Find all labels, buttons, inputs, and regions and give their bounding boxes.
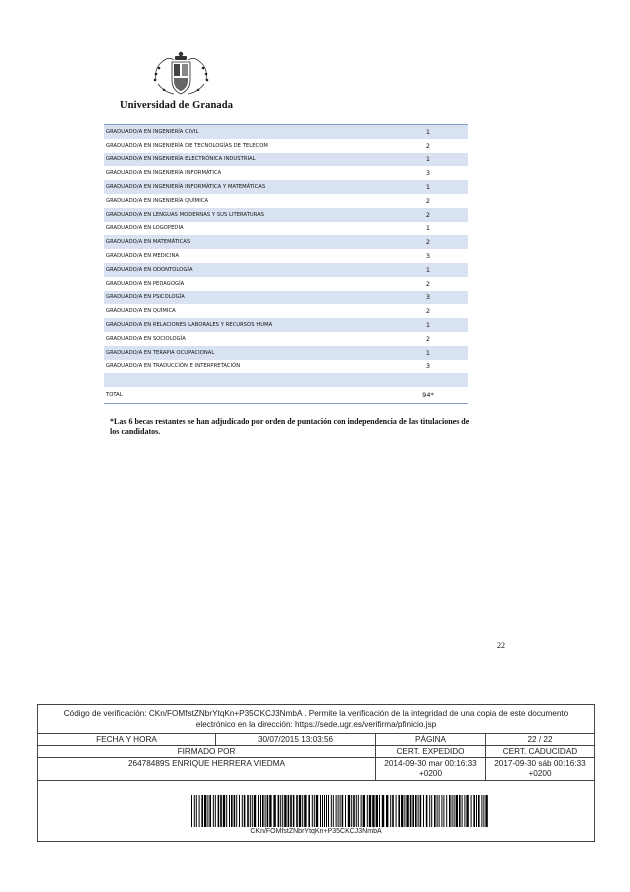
- barcode-bar: [466, 795, 468, 827]
- barcode-bar: [342, 795, 344, 827]
- pagina-value: 22 / 22: [527, 735, 553, 744]
- degree-name: GRADUADO/A EN MEDICINA: [104, 249, 388, 263]
- barcode-bar: [213, 795, 214, 827]
- barcode-bar: [265, 795, 266, 827]
- degree-count: 3: [388, 360, 468, 374]
- barcode-bar: [290, 795, 292, 827]
- degree-name: GRADUADO/A EN ODONTOLOGÍA: [104, 263, 388, 277]
- barcode-bar: [379, 795, 380, 827]
- table-row: [104, 318, 468, 332]
- table-row: [104, 346, 468, 360]
- barcode-bar: [345, 795, 346, 827]
- barcode-text: CKn/FOMfstZNbrYtqKn+P35CKCJ3NmbA: [250, 828, 382, 835]
- barcode-bar: [426, 795, 428, 827]
- degree-name: GRADUADO/A EN INGENIERÍA QUÍMICA: [104, 194, 388, 208]
- barcode-bar: [280, 795, 281, 827]
- barcode-bar: [439, 795, 440, 827]
- barcode-bar: [278, 795, 280, 827]
- barcode-bar: [288, 795, 290, 827]
- barcode-bar: [247, 795, 249, 827]
- barcode-bar: [234, 795, 236, 827]
- barcode-bar: [299, 795, 301, 827]
- degree-name: GRADUADO/A EN INGENIERÍA INFORMÁTICA Y MATEMÁTICAS: [104, 180, 388, 194]
- barcode-bar: [267, 795, 269, 827]
- caducidad-label: CERT. CADUCIDAD: [502, 747, 578, 756]
- barcode-bar: [348, 795, 350, 827]
- page-number: 22: [497, 641, 505, 650]
- barcode-bar: [252, 795, 253, 827]
- degree-name: GRADUADO/A EN PEDAGOGÍA: [104, 277, 388, 291]
- barcode-bar: [191, 795, 192, 827]
- barcode-bar: [356, 795, 357, 827]
- barcode-bar: [333, 795, 334, 827]
- barcode-bar: [236, 795, 237, 827]
- barcode-bar: [420, 795, 422, 827]
- barcode-bar: [390, 795, 391, 827]
- barcode-bar: [231, 795, 233, 827]
- degree-count: 1: [388, 346, 468, 360]
- degree-name: GRADUADO/A EN INGENIERÍA ELECTRÓNICA INDUSTRIAL: [104, 153, 388, 167]
- degree-count: 3: [388, 291, 468, 305]
- barcode-bar: [443, 795, 444, 827]
- barcode-bar: [429, 795, 430, 827]
- degree-count: 1: [388, 153, 468, 167]
- degree-name: GRADUADO/A EN INGENIERÍA INFORMÁTICA: [104, 166, 388, 180]
- barcode-bar: [218, 795, 220, 827]
- table-row: [104, 166, 468, 180]
- barcode-bar: [194, 795, 195, 827]
- barcode-bar: [320, 795, 321, 827]
- barcode-bar: [376, 795, 378, 827]
- degree-name: GRADUADO/A EN SOCIOLOGÍA: [104, 332, 388, 346]
- barcode-bar: [196, 795, 197, 827]
- degree-name: GRADUADO/A EN TERAPIA OCUPACIONAL: [104, 346, 388, 360]
- barcode-bar: [396, 795, 397, 827]
- degree-count: 2: [388, 139, 468, 153]
- degree-count: 1: [388, 180, 468, 194]
- verification-row: [38, 705, 594, 734]
- pagina-label: PÁGINA: [376, 734, 486, 745]
- barcode-row: [38, 781, 594, 841]
- table-row: [104, 235, 468, 249]
- barcode-bar: [410, 795, 412, 827]
- barcode-bar: [226, 795, 227, 827]
- barcode-bar: [481, 795, 482, 827]
- barcode-bar: [478, 795, 480, 827]
- barcode-bar: [449, 795, 451, 827]
- degree-name: GRADUADO/A EN MATEMÁTICAS: [104, 235, 388, 249]
- barcode-bar: [336, 795, 337, 827]
- barcode-bar: [322, 795, 323, 827]
- barcode-bar: [446, 795, 447, 827]
- barcode-bar: [454, 795, 455, 827]
- barcode-bar: [441, 795, 442, 827]
- barcode-bar: [340, 795, 341, 827]
- barcode-bar: [324, 795, 325, 827]
- barcode-bar: [392, 795, 394, 827]
- degree-count: 2: [388, 332, 468, 346]
- barcode-bar: [353, 795, 355, 827]
- degree-count: 2: [388, 304, 468, 318]
- signer-value-row: [38, 758, 594, 781]
- barcode-bar: [258, 795, 259, 827]
- table-row: [104, 277, 468, 291]
- barcode-bar: [273, 795, 275, 827]
- table-row: [104, 125, 468, 139]
- degree-name: GRADUADO/A EN INGENIERÍA CIVIL: [104, 125, 388, 139]
- degree-count: 2: [388, 235, 468, 249]
- barcode-bar: [483, 795, 484, 827]
- degree-name: GRADUADO/A EN TRADUCCIÓN E INTERPRETACIÓN: [104, 360, 388, 374]
- barcode-bar: [462, 795, 463, 827]
- barcode-bar: [382, 795, 384, 827]
- barcode-bar: [328, 795, 329, 827]
- barcode-bar: [201, 795, 203, 827]
- degree-count: 1: [388, 318, 468, 332]
- degree-count: 3: [388, 249, 468, 263]
- expedido-label: CERT. EXPEDIDO: [376, 746, 486, 757]
- degree-count: 2: [388, 277, 468, 291]
- barcode-bar: [434, 795, 436, 827]
- total-label: TOTAL: [104, 387, 388, 404]
- barcode-bar: [412, 795, 414, 827]
- barcode-bar: [367, 795, 368, 827]
- barcode-bar: [262, 795, 264, 827]
- degree-count: 2: [388, 208, 468, 222]
- barcode-bar: [464, 795, 465, 827]
- barcode-bar: [220, 795, 222, 827]
- university-coat-of-arms-logo: [150, 50, 212, 102]
- barcode-bar: [404, 795, 405, 827]
- firmado-label: FIRMADO POR: [38, 746, 376, 757]
- barcode-bar: [215, 795, 216, 827]
- barcode-bar: [338, 795, 339, 827]
- table-row: [104, 208, 468, 222]
- degree-name: GRADUADO/A EN QUÍMICA: [104, 304, 388, 318]
- barcode-bar: [437, 795, 438, 827]
- barcode-bar: [312, 795, 313, 827]
- barcode-bar: [326, 795, 327, 827]
- barcode-bar: [358, 795, 359, 827]
- barcode-bar: [476, 795, 477, 827]
- degree-count: 2: [388, 194, 468, 208]
- barcode-bar: [401, 795, 403, 827]
- degree-count: 1: [388, 222, 468, 236]
- university-name: Universidad de Granada: [120, 100, 234, 111]
- barcode-bar: [250, 795, 251, 827]
- barcode-bar: [415, 795, 417, 827]
- barcode-bar: [308, 795, 310, 827]
- barcode-bar: [363, 795, 365, 827]
- table-row: [104, 263, 468, 277]
- barcode-bar: [331, 795, 332, 827]
- signer-header-row: [38, 746, 594, 758]
- caducidad-value: 2017-09-30 sáb 00:16:33 +0200: [494, 759, 586, 778]
- barcode-bar: [302, 795, 303, 827]
- barcode-bar: [406, 795, 408, 827]
- fecha-label: FECHA Y HORA: [38, 734, 216, 745]
- barcode-bar: [372, 795, 374, 827]
- barcode-bar: [260, 795, 261, 827]
- barcode-bar: [199, 795, 200, 827]
- degree-name: GRADUADO/A EN INGENIERÍA DE TECNOLOGÍAS DE TELECOM: [104, 139, 388, 153]
- degree-name: GRADUADO/A EN RELACIONES LABORALES Y RECURSOS HUMA: [104, 318, 388, 332]
- footnote: *Las 6 becas restantes se han adjudicado por orden de puntación con independencia de las titulaciones de los candidatos.: [110, 417, 470, 436]
- table-row: [104, 222, 468, 236]
- barcode-bar: [361, 795, 362, 827]
- barcode-bar: [459, 795, 461, 827]
- barcode: [191, 795, 491, 827]
- barcode-bar: [473, 795, 475, 827]
- table-row: [104, 180, 468, 194]
- barcode-bar: [296, 795, 298, 827]
- barcode-bar: [452, 795, 453, 827]
- barcode-bar: [418, 795, 419, 827]
- table-row: [104, 194, 468, 208]
- date-row: [38, 734, 594, 746]
- table-row: [104, 139, 468, 153]
- table-row: [104, 332, 468, 346]
- barcode-bar: [242, 795, 243, 827]
- degrees-table: [104, 124, 468, 404]
- barcode-bar: [244, 795, 246, 827]
- barcode-bar: [254, 795, 256, 827]
- signature-box: [37, 704, 595, 842]
- table-row: [104, 291, 468, 305]
- barcode-bar: [223, 795, 225, 827]
- total-value: 94*: [388, 387, 468, 404]
- table-row: [104, 153, 468, 167]
- barcode-bar: [398, 795, 400, 827]
- barcode-bar: [485, 795, 487, 827]
- degree-name: GRADUADO/A EN PSICOLOGÍA: [104, 291, 388, 305]
- table-row: [104, 304, 468, 318]
- barcode-bar: [282, 795, 283, 827]
- barcode-bar: [351, 795, 352, 827]
- barcode-bar: [284, 795, 286, 827]
- barcode-bar: [316, 795, 318, 827]
- barcode-bar: [431, 795, 432, 827]
- barcode-bar: [207, 795, 208, 827]
- barcode-bar: [423, 795, 424, 827]
- barcode-bar: [456, 795, 458, 827]
- degree-count: 1: [388, 125, 468, 139]
- expedido-value: 2014-09-30 mar 00:16:33 +0200: [376, 758, 486, 780]
- barcode-bar: [269, 795, 271, 827]
- total-row: [104, 387, 468, 404]
- empty-row: [104, 373, 468, 387]
- barcode-bar: [239, 795, 240, 827]
- barcode-bar: [386, 795, 388, 827]
- barcode-bar: [304, 795, 306, 827]
- degree-name: GRADUADO/A EN LOGOPEDIA: [104, 222, 388, 236]
- degree-count: 1: [388, 263, 468, 277]
- barcode-bar: [369, 795, 371, 827]
- table-row: [104, 360, 468, 374]
- fecha-value: 30/07/2015 13:03:56: [216, 734, 376, 745]
- verification-text: Código de verificación: CKn/FOMfstZNbrYtqKn+P35CKCJ3NmbA . Permite la verificación de la integridad de una copia de este documento electrónico en la dirección: https://sede.ugr.es/verifirma/pfinicio.jsp: [63, 709, 569, 729]
- barcode-bar: [314, 795, 315, 827]
- degree-count: 3: [388, 166, 468, 180]
- firmante-name: 26478489S ENRIQUE HERRERA VIEDMA: [38, 758, 376, 780]
- degree-name: GRADUADO/A EN LENGUAS MODERNAS Y SUS LITERATURAS: [104, 208, 388, 222]
- barcode-bar: [209, 795, 211, 827]
- barcode-bar: [229, 795, 230, 827]
- barcode-bar: [471, 795, 472, 827]
- table-row: [104, 249, 468, 263]
- barcode-bar: [293, 795, 295, 827]
- barcode-bar: [204, 795, 206, 827]
